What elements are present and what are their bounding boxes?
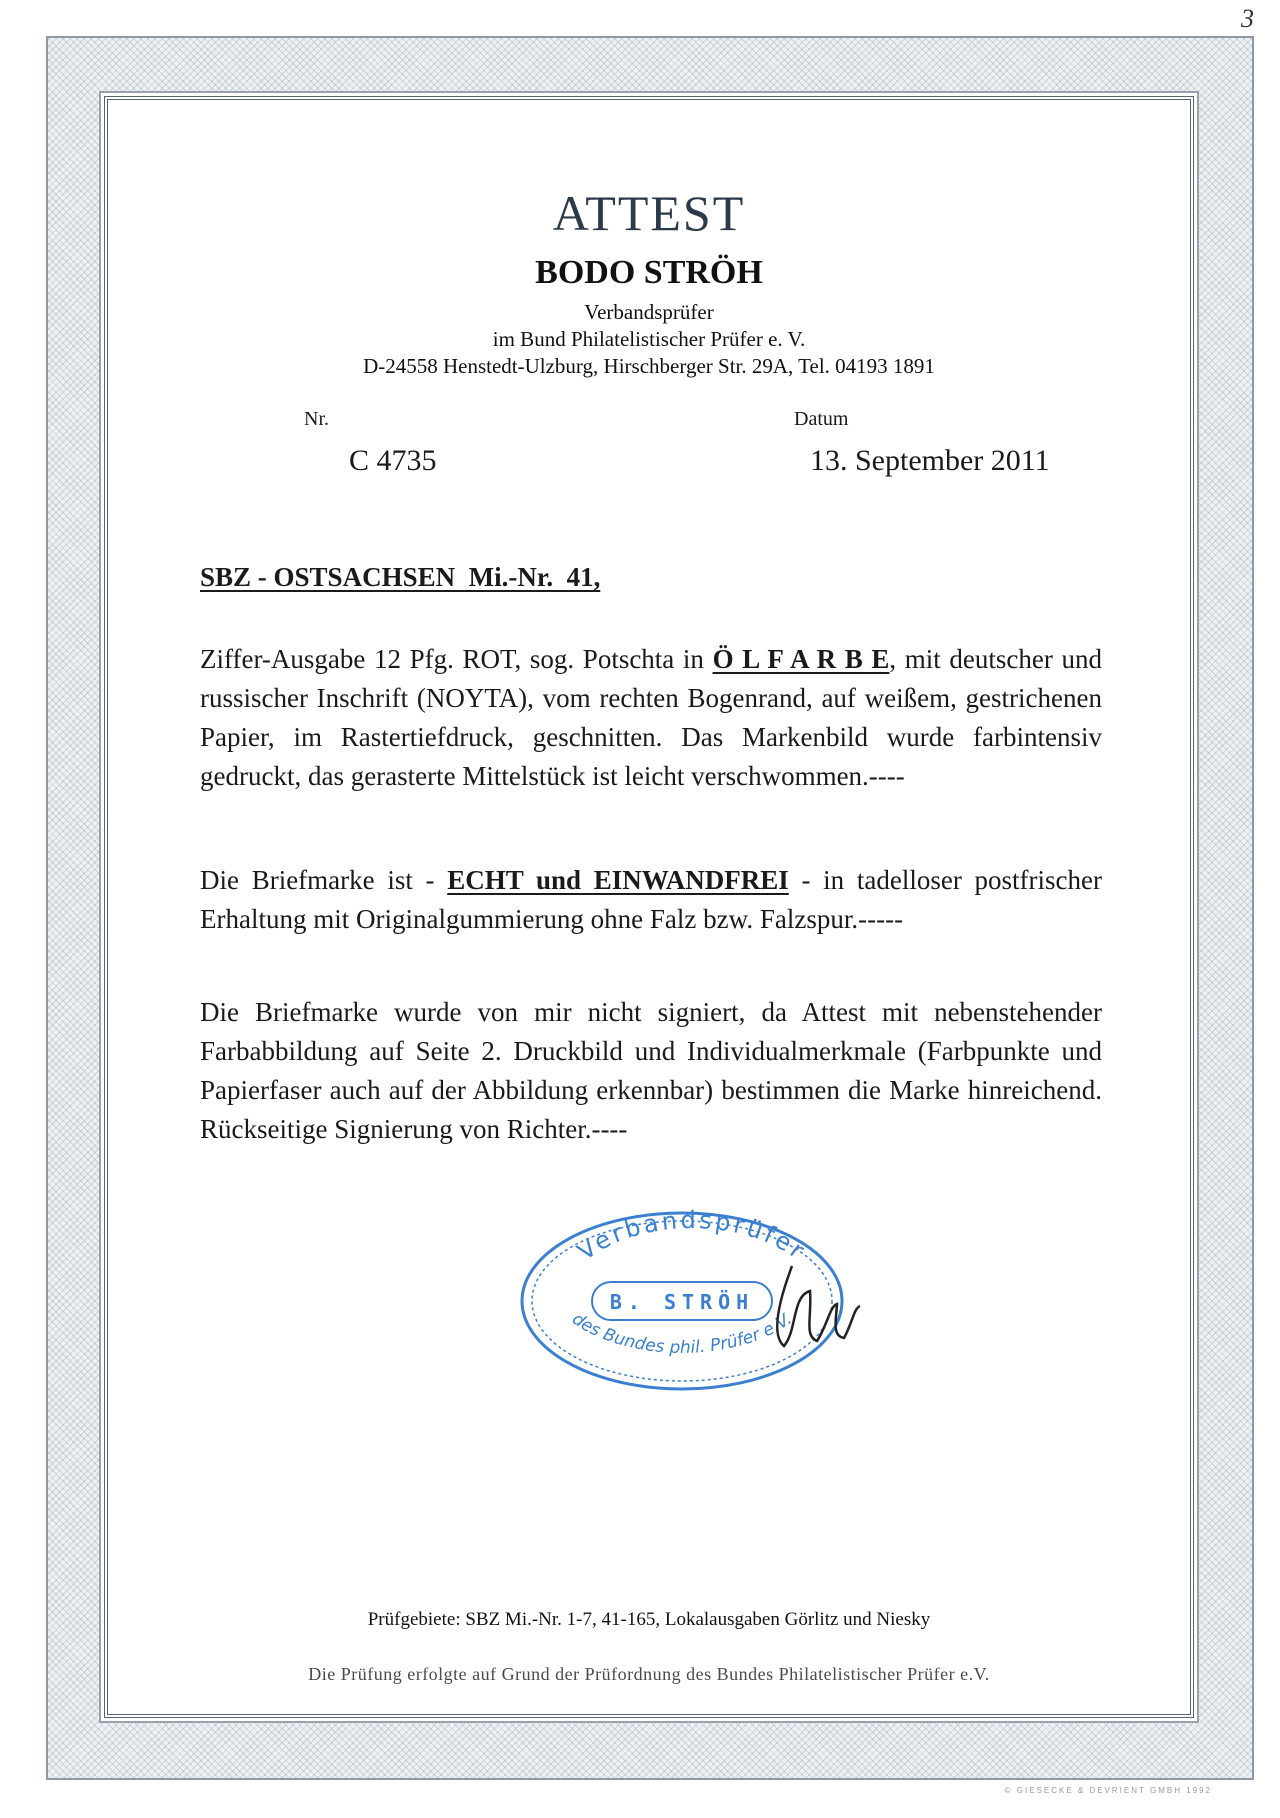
stamp-top-text: Verbandsprüfer <box>572 1205 812 1266</box>
document-title: ATTEST <box>552 185 746 241</box>
examiner-association: im Bund Philatelistischer Prüfer e. V. <box>492 327 806 351</box>
stamp-subject-heading: SBZ - OSTSACHSEN Mi.-Nr. 41, <box>200 562 601 592</box>
examiner-name: BODO STRÖH <box>535 254 763 291</box>
certificate-number: C 4735 <box>349 444 437 477</box>
certificate-content <box>104 96 1194 1718</box>
signature-note-paragraph: Die Briefmarke wurde von mir nicht signiert, da Attest mit nebenstehender Farbabbildung auf Seite 2. Druckbild und Individualmerkmale (Farbpunkte und Papierfaser auch auf der Abbildung erkennbar) bestimmen die Marke hinreichend. Rückseitige Signierung von Richter.---- <box>200 997 1102 1144</box>
verdict-emphasis: ECHT und EINWANDFREI <box>447 865 789 895</box>
description-text-b: , mit deutscher und russischer Inschrift (NOYTA), vom rechten Bogenrand, auf weißem, gestrichenen Papier, im Rastertiefdruck, geschnitten. Das Markenbild wurde farbintensiv gedruckt, das gerasterte Mittelstück ist leicht verschwommen.---- <box>200 644 1102 791</box>
examination-rules-note: Die Prüfung erfolgte auf Grund der Prüfordnung des Bundes Philatelistischer Prüfer e.V. <box>308 1664 990 1684</box>
description-paragraph <box>200 640 1102 796</box>
examiner-address: D-24558 Henstedt-Ulzburg, Hirschberger Str. 29A, Tel. 04193 1891 <box>363 354 935 378</box>
examiner-stamp <box>492 1196 872 1396</box>
stamp-bottom-text: des Bundes phil. Prüfer e.V. <box>568 1309 796 1358</box>
description-emphasis: Ö L F A R B E <box>712 644 890 674</box>
verdict-paragraph <box>200 861 1102 939</box>
page-number: 3 <box>1241 4 1254 33</box>
examination-areas: Prüfgebiete: SBZ Mi.-Nr. 1-7, 41-165, Lokalausgaben Görlitz und Niesky <box>367 1609 931 1630</box>
printer-imprint: © GIESECKE & DEVRIENT GMBH 1992 <box>1004 1786 1212 1795</box>
verdict-text-a: Die Briefmarke ist - <box>200 865 448 895</box>
verdict-text-b: - in tadelloser postfrischer Erhaltung mit Originalgummierung ohne Falz bzw. Falzspur.----- <box>200 865 1102 934</box>
stamp-center-text: B. STRÖH <box>609 1290 755 1314</box>
certificate-date: 13. September 2011 <box>810 444 1050 477</box>
description-text-a: Ziffer-Ausgabe 12 Pfg. ROT, sog. Potschta in <box>200 644 713 674</box>
certificate-number-label: Nr. <box>304 408 329 430</box>
date-label: Datum <box>794 408 849 430</box>
examiner-role: Verbandsprüfer <box>584 300 714 324</box>
